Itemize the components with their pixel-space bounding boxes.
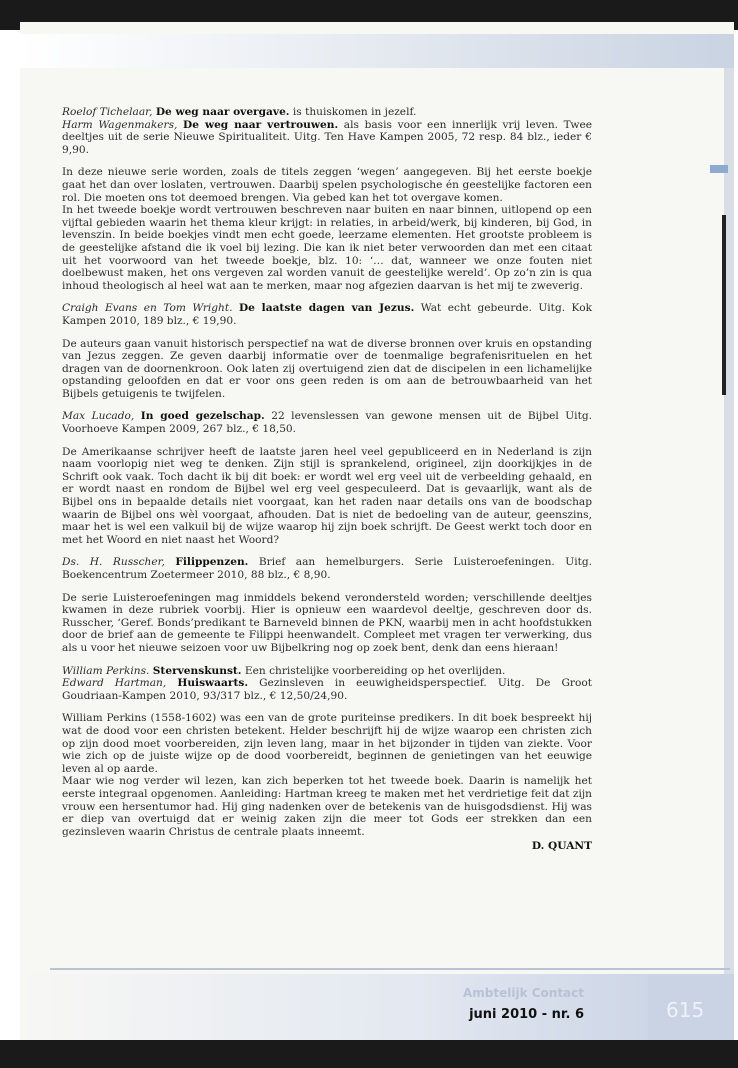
issue-label: juni 2010 - nr. 6	[469, 1007, 584, 1022]
review-1	[62, 106, 592, 292]
review-paragraph: In het tweede boekje wordt vertrouwen beschreven naar buiten en naar binnen, uitlopend op een vijftal gebieden waarin het thema kleur krijgt: in relaties, in arbeid/werk, bij kinderen, bij God, in levenszin. In beide boekjes vindt men echt goede, leerzame elementen. Het grootste probleem is de geestelijke afstand die ik voel bij lezing. Die kan ik niet beter verwoorden dan met een citaat uit het voorwoord van het tweede boekje, blz. 10: ‘… dat, wanneer we onze fouten niet doelbewust maken, het ons vergeven zal worden vanuit de geestelijke wereld’. Op zo’n zin is qua inhoud theologisch al heel wat aan te merken, maar nog afgezien daarvan is het mij te zweverig.	[62, 204, 592, 292]
book-details: is thuiskomen in jezelf.	[292, 106, 417, 118]
scan-shadow-bar	[722, 215, 726, 395]
edge-marker	[710, 165, 728, 173]
book-details: Brief aan hemelburgers. Serie Luisteroefeningen. Uitg. Boekencentrum Zoetermeer 2010, 88 blz., € 8,90.	[62, 556, 592, 581]
book-entry	[62, 119, 592, 157]
scan-border-bottom	[0, 1040, 738, 1068]
book-author: Max Lucado,	[62, 410, 135, 423]
book-author: Craigh Evans en Tom Wright.	[62, 302, 233, 315]
review-paragraph: De auteurs gaan vanuit historisch perspectief na wat de diverse bronnen over kruis en opstanding van Jezus zeggen. Ze geven daarbij informatie over de toenmalige begrafenisrituelen en het dragen van de doornenkroon. Ook laten zij overtuigend zien dat de discipelen in een lichamelijke opstanding geloofden en dat er voor ons geen reden is om aan de betrouwbaarheid van het Bijbels getuigenis te twijfelen.	[62, 337, 592, 400]
page-number: 615	[666, 998, 705, 1022]
footer-rule	[50, 968, 730, 970]
review-paragraph: In deze nieuwe serie worden, zoals de titels zeggen ‘wegen’ aangegeven. Bij het eerste boekje gaat het dan over loslaten, vertrouwen. Daarbij spelen psychologische én geestelijke factoren een rol. Die moeten ons tot deemoed brengen. Via gebed kan het tot overgave komen.	[62, 166, 592, 204]
review-heading	[62, 556, 592, 581]
review-paragraph: De serie Luisteroefeningen mag inmiddels bekend verondersteld worden; verschillende deeltjes kwamen in deze rubriek voorbij. Hier is opnieuw een waardevol deeltje, geschreven door ds. Russcher, ‘Geref. Bonds’predikant te Barneveld binnen de PKN, waarbij men in acht hoofdstukken door de brief aan de gemeente te Filippi heenwandelt. Compleet met vragen ter verwerking, dus als u voor het nieuwe seizoen voor uw Bijbelkring nog op zoek bent, denk dan eens hieraan!	[62, 591, 592, 654]
book-title: Huiswaarts.	[177, 677, 249, 690]
book-entry	[62, 677, 592, 702]
review-column	[62, 106, 592, 853]
review-heading	[62, 302, 592, 327]
review-5	[62, 665, 592, 853]
review-paragraph: Maar wie nog verder wil lezen, kan zich beperken tot het tweede boek. Daarin is namelijk het eerste integraal opgenomen. Aanleiding: Hartman kreeg te maken met het verdrietige feit dat zijn vrouw een hersentumor had. Hij ging nadenken over de betekenis van de huisgodsdienst. Hij was er diep van overtuigd dat er weinig zaken zijn die meer tot Gods eer strekken dan een gezinsleven waarin Christus de centrale plaats inneemt.	[62, 775, 593, 838]
magazine-brand: Ambtelijk Contact	[462, 986, 584, 1000]
review-paragraph: De Amerikaanse schrijver heeft de laatste jaren heel veel gepubliceerd en in Nederland is zijn naam voorlopig niet weg te denken. Zijn stijl is sprankelend, origineel, zijn doorkijkjes in de Schrift ook vaak. Toch dacht ik bij dit boek: er wordt wel erg veel uit de verbeelding gehaald, en er wordt naast en rondom de Bijbel wel erg veel gespeculeerd. Dat is gevaarlijk, want als de Bijbel ons in bepaalde details niet voorgaat, kan het raden naar details ons van de boodschap waarin de Bijbel ons wèl voorgaat, afhouden. Dat is niet de bedoeling van de auteur, geenszins, maar het is wel een valkuil bij de wijze waarop hij zijn boek schrijft. De Geest werkt toch door en met het Woord en niet naast het Woord?	[62, 445, 592, 546]
header-band	[20, 34, 734, 68]
book-author: Roelof Tichelaar,	[62, 106, 153, 118]
book-title: De weg naar vertrouwen.	[183, 118, 339, 131]
book-entry	[62, 556, 592, 581]
review-heading	[62, 665, 592, 703]
book-entry	[62, 302, 592, 327]
book-entry	[62, 106, 592, 119]
book-details: Een christelijke voorbereiding op het overlijden.	[244, 664, 506, 677]
page-edge	[724, 68, 734, 998]
book-title: In goed gezelschap.	[140, 410, 265, 423]
review-4	[62, 556, 592, 654]
book-title: De weg naar overgave.	[155, 106, 290, 118]
book-entry	[62, 665, 592, 678]
review-paragraph: William Perkins (1558-1602) was een van de grote puriteinse predikers. In dit boek bespreekt hij wat de dood voor een christen betekent. Helder beschrijft hij de wijze waarop een christen zich op zijn dood moet voorbereiden, zijn leven lang, maar in het bijzonder in tijden van ziekte. Voor wie zich op de juiste wijze op de dood voorbereidt, beginnen de genietingen van het eeuwige leven al op aarde.	[62, 712, 592, 775]
book-author: Edward Hartman,	[62, 677, 167, 690]
book-title: Stervenskunst.	[152, 664, 242, 677]
book-details: Gezinsleven in eeuwigheidsperspectief. Uitg. De Groot Goudriaan-Kampen 2010, 93/317 blz., € 12,50/24,90.	[62, 677, 593, 702]
review-heading	[62, 106, 592, 156]
book-author: Harm Wagenmakers,	[62, 118, 178, 131]
book-details: 22 levenslessen van gewone mensen uit de Bijbel Uitg. Voorhoeve Kampen 2009, 267 blz., € 18,50.	[62, 410, 592, 436]
review-3	[62, 410, 592, 546]
book-title: Filippenzen.	[175, 556, 249, 569]
reviewer-signature: D. QUANT	[531, 840, 592, 853]
book-details: als basis voor een innerlijk vrij leven. Twee deeltjes uit de serie Nieuwe Spiritualiteit. Uitg. Ten Have Kampen 2005, 72 resp. 84 blz., ieder € 9,90.	[62, 118, 592, 156]
book-author: William Perkins.	[62, 664, 150, 677]
book-title: De laatste dagen van Jezus.	[238, 302, 415, 315]
book-author: Ds. H. Russcher,	[62, 556, 165, 569]
review-heading	[62, 410, 592, 435]
book-entry	[62, 410, 592, 435]
book-details: Wat echt gebeurde. Uitg. Kok Kampen 2010, 189 blz., € 19,90.	[62, 302, 592, 327]
review-2	[62, 302, 592, 400]
